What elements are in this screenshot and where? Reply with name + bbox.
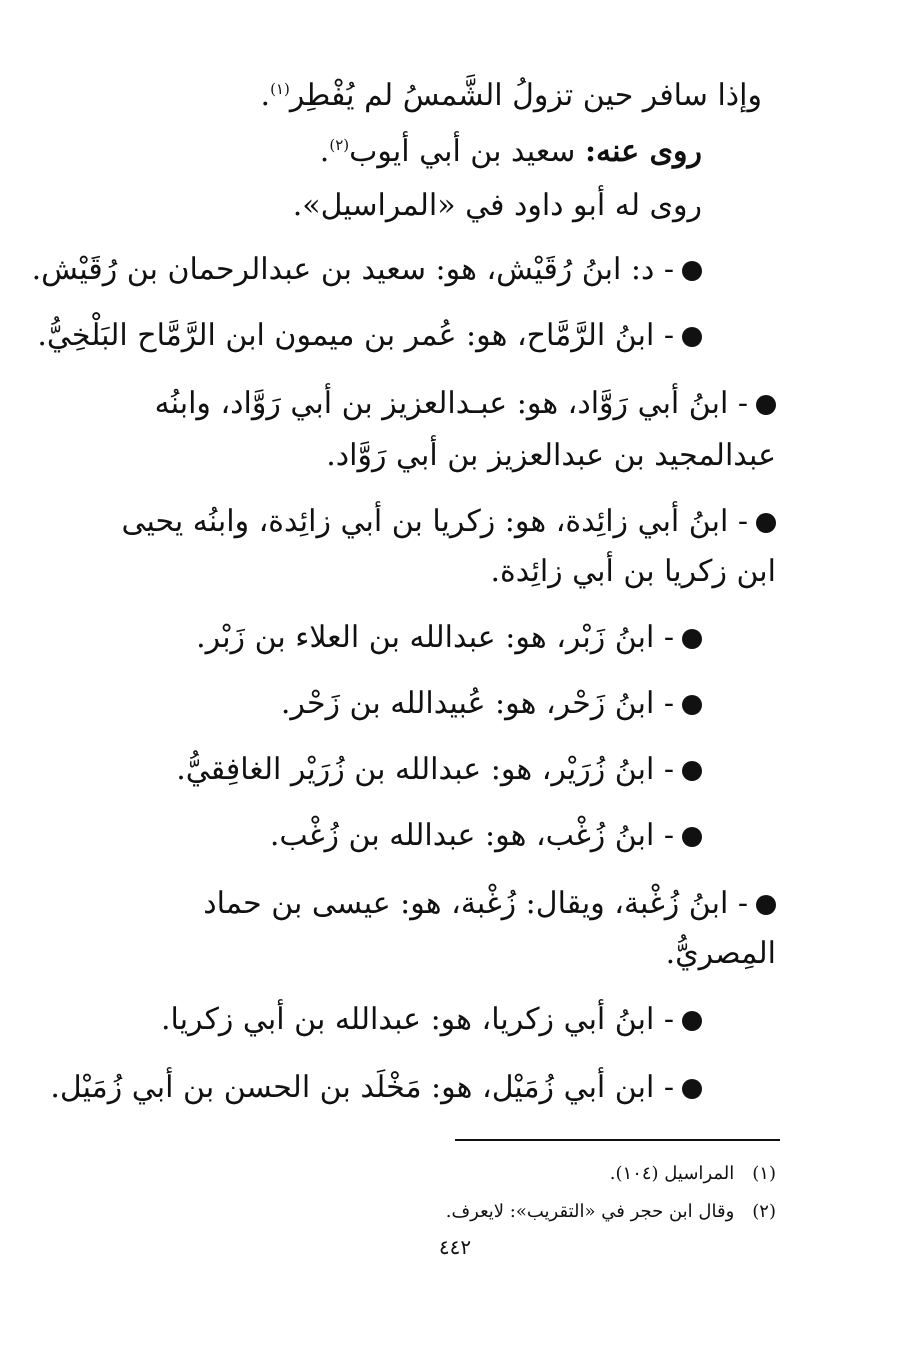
text-line: وإذا سافر حين تزولُ الشَّمسُ لم يُفْطِر$^{(١)}$. — [260, 78, 762, 113]
footnote-number: (١) — [752, 1163, 776, 1184]
footnote-ref[interactable]: (١) — [270, 80, 290, 98]
text-line: ابن زكريا بن أبي زائِدة. — [490, 554, 776, 589]
label-rawa-anhu: روى عنه: — [584, 134, 702, 169]
text-line: روى له أبو داود في «المراسيل». — [292, 188, 702, 223]
bullet-icon — [682, 695, 702, 715]
text-line: عبدالمجيد بن عبدالعزيز بن أبي رَوَّاد. — [326, 438, 776, 473]
bullet-icon — [682, 261, 702, 281]
footnote — [610, 1160, 776, 1188]
list-item: - ابنُ زُرَيْر، هو: عبدالله بن زُرَيْر الغافِقيُّ. — [176, 748, 702, 792]
bullet-icon — [682, 827, 702, 847]
list-item: - ابنُ زُغْب، هو: عبدالله بن زُغْب. — [270, 814, 702, 858]
page-number: ٤٤٢ — [438, 1235, 472, 1259]
bullet-icon — [682, 327, 702, 347]
bullet-icon — [682, 1011, 702, 1031]
bullet-icon — [682, 761, 702, 781]
text-line: روى عنه: سعيد بن أبي أيوب$^{(٢)}$. — [319, 134, 702, 169]
bullet-icon — [682, 1079, 702, 1099]
list-item: - د: ابنُ رُقَيْش، هو: سعيد بن عبدالرحمان بن رُقَيْش. — [32, 248, 702, 292]
bullet-icon — [756, 395, 776, 415]
bullet-icon — [756, 895, 776, 915]
footnote-text: وقال ابن حجر في «التقريب»: لايعرف. — [445, 1201, 735, 1222]
footnote-divider — [455, 1139, 780, 1141]
list-item: - ابنُ أبي زائِدة، هو: زكريا بن أبي زائِدة، وابنُه يحيى — [121, 500, 776, 544]
list-item: - ابن أبي زُمَيْل، هو: مَخْلَد بن الحسن بن أبي زُمَيْل. — [50, 1066, 702, 1110]
list-item: - ابنُ زَحْر، هو: عُبيدالله بن زَحْر. — [281, 682, 702, 726]
footnote-ref[interactable]: (٢) — [329, 136, 350, 154]
text-line: المِصريُّ. — [665, 936, 776, 971]
footnote-number: (٢) — [752, 1201, 776, 1222]
footnote — [446, 1198, 776, 1226]
bullet-icon — [756, 513, 776, 533]
bullet-icon — [682, 629, 702, 649]
list-item: - ابنُ زُغْبة، ويقال: زُغْبة، هو: عيسى بن حماد — [203, 882, 776, 926]
list-item: - ابنُ الرَّمَّاح، هو: عُمر بن ميمون ابن الرَّمَّاح البَلْخِيُّ. — [37, 314, 702, 358]
list-item: - ابنُ زَبْر، هو: عبدالله بن العلاء بن زَبْر. — [196, 616, 702, 660]
list-item: - ابنُ أبي زكريا، هو: عبدالله بن أبي زكريا. — [161, 998, 702, 1042]
footnote-text: المراسيل (١٠٤). — [609, 1163, 735, 1184]
list-item: - ابنُ أبي رَوَّاد، هو: عبـدالعزيز بن أبي رَوَّاد، وابنُه — [155, 382, 776, 426]
